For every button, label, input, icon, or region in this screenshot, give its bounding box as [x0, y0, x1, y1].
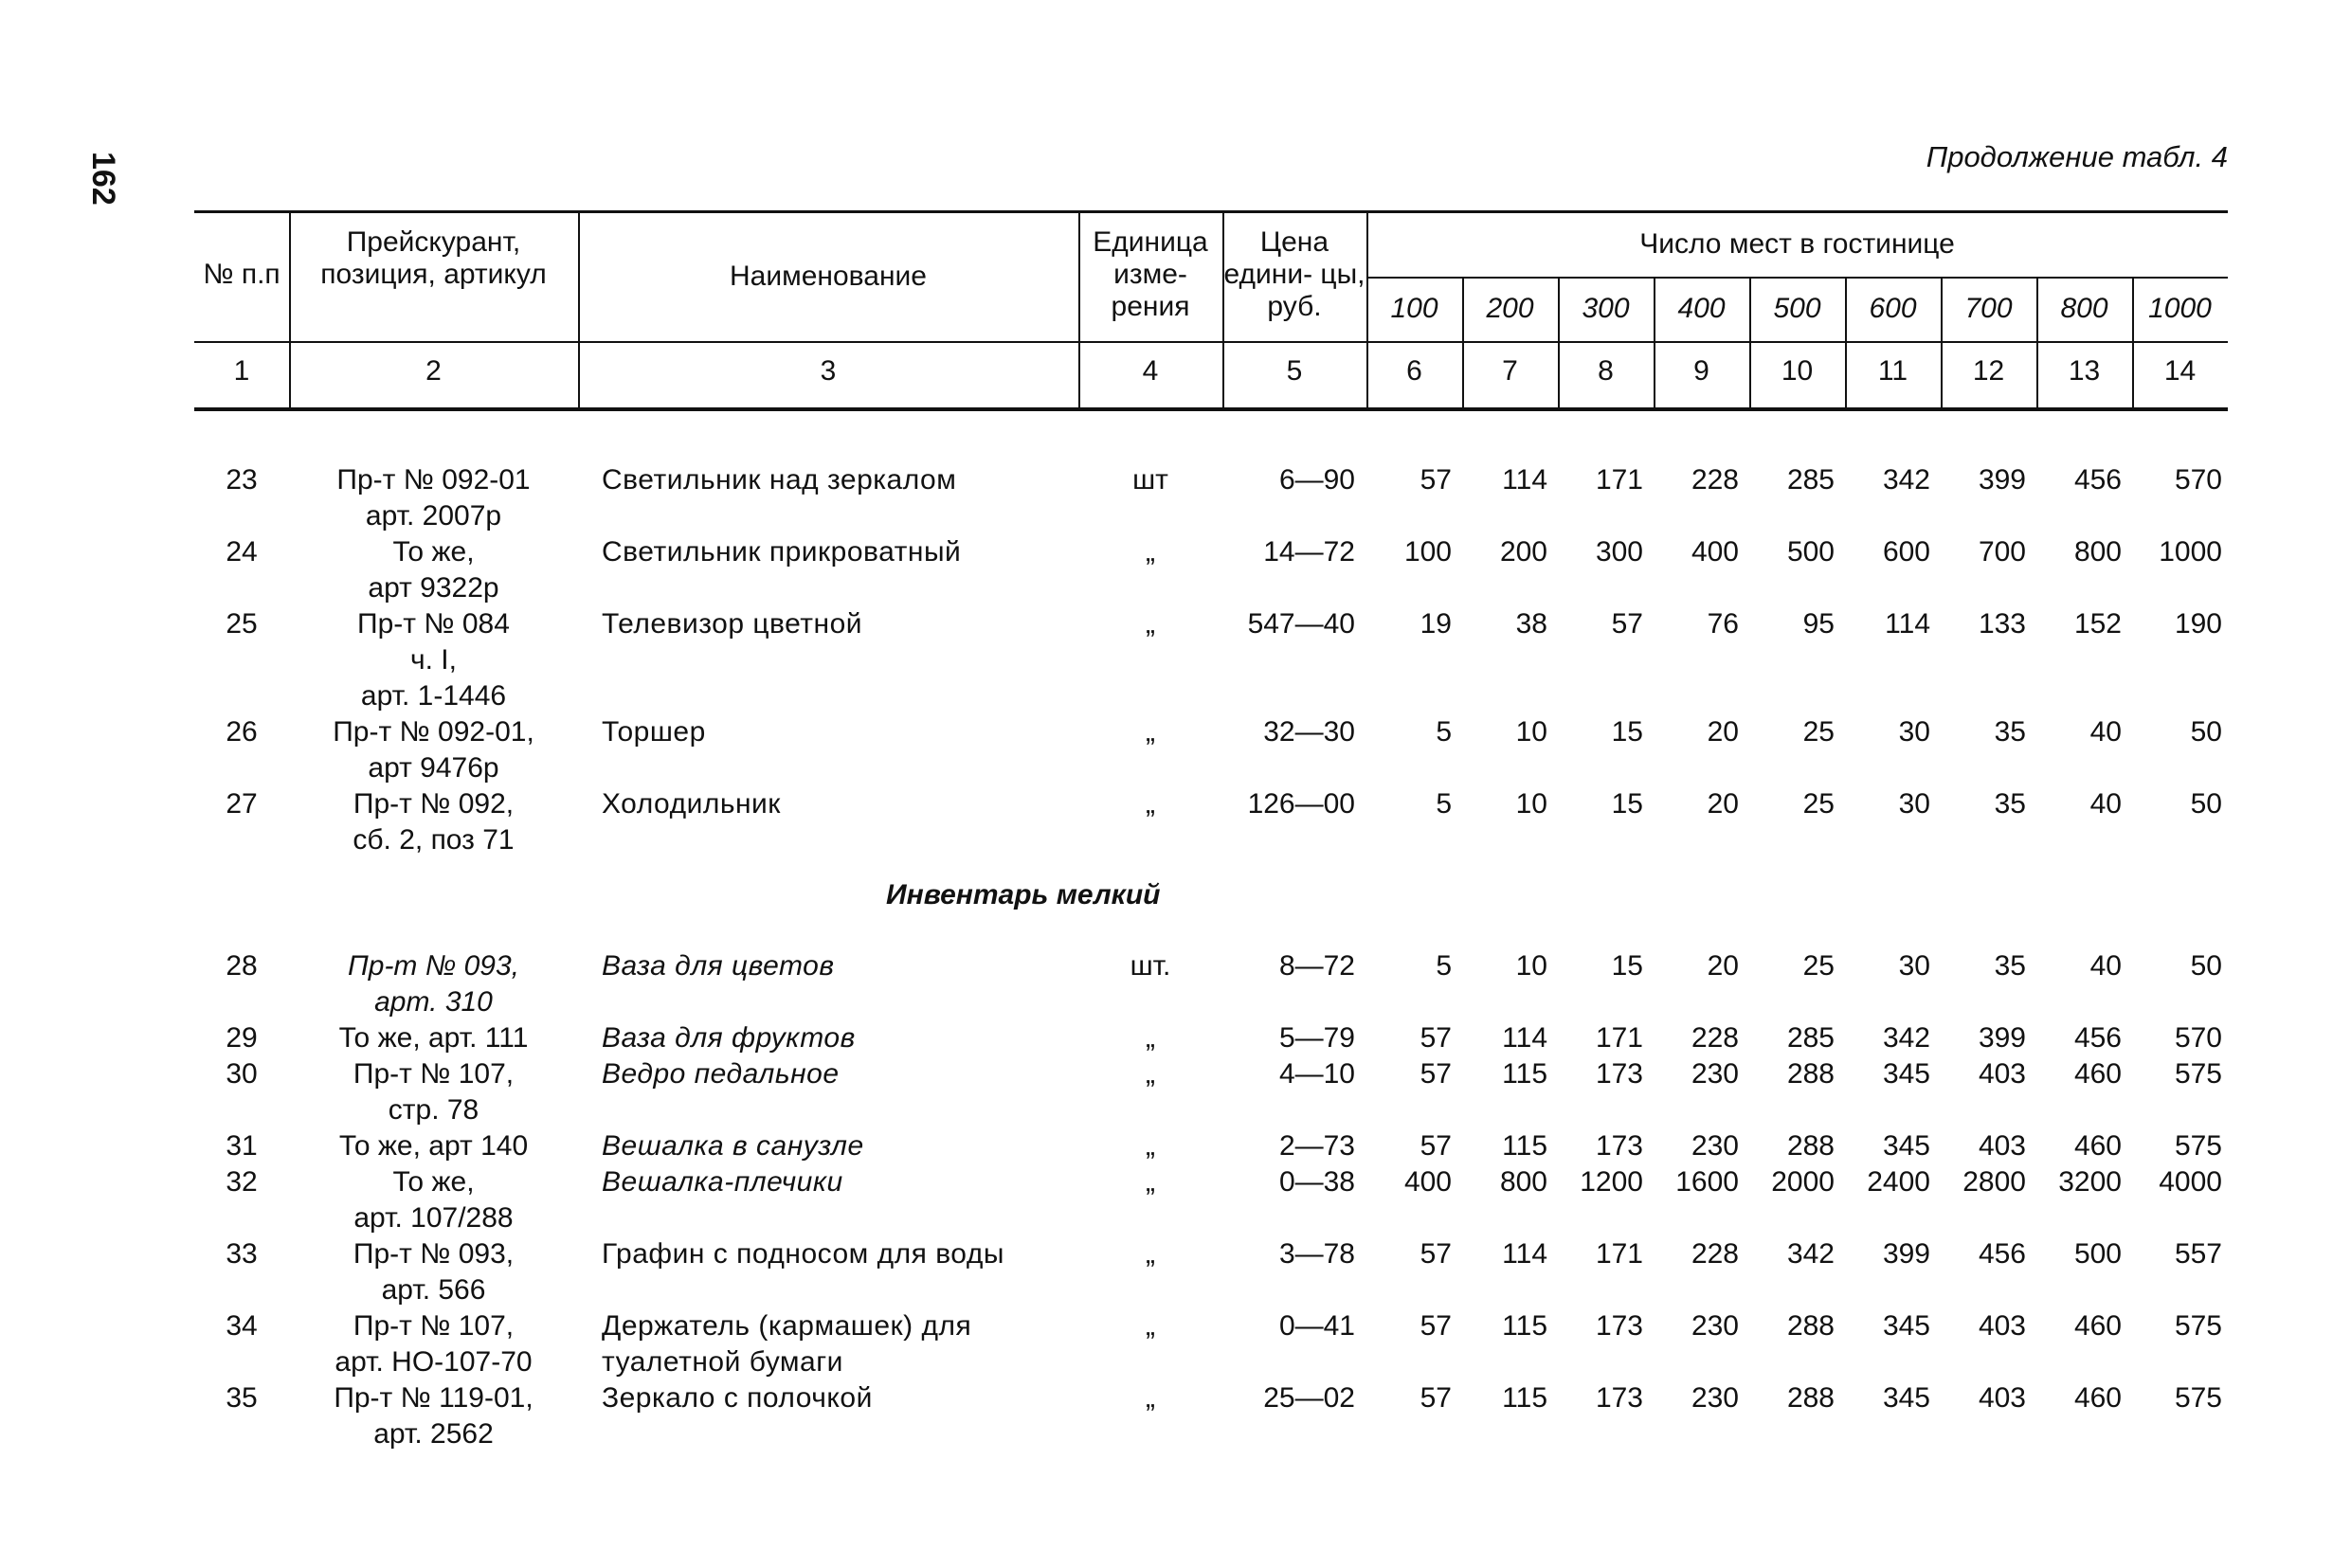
row-pricelist: Пр-т № 093,	[353, 1238, 515, 1270]
column-number: 5	[1286, 355, 1303, 387]
row-count: 345	[1882, 1130, 1930, 1162]
row-number: 31	[226, 1130, 258, 1162]
header-places-col: 200	[1486, 293, 1534, 324]
row-price: 547—40	[1247, 608, 1355, 640]
row-count: 57	[1420, 464, 1452, 496]
row-count: 190	[2174, 608, 2222, 640]
row-count: 342	[1882, 1022, 1930, 1054]
row-pricelist: арт. НО-107-70	[335, 1346, 533, 1378]
column-number: 2	[425, 355, 442, 387]
row-count: 456	[1978, 1238, 2026, 1270]
row-count: 345	[1882, 1058, 1930, 1090]
row-count: 403	[1978, 1310, 2026, 1342]
row-count: 15	[1611, 716, 1643, 748]
header-places-col: 500	[1773, 293, 1821, 324]
row-price: 6—90	[1278, 464, 1355, 496]
row-count: 10	[1515, 716, 1547, 748]
row-count: 456	[2073, 464, 2122, 496]
row-count: 173	[1595, 1382, 1643, 1414]
row-count: 173	[1595, 1310, 1643, 1342]
row-pricelist: Пр-т № 092,	[353, 788, 515, 820]
row-count: 575	[2174, 1058, 2222, 1090]
row-number: 24	[226, 536, 258, 568]
table-row	[194, 1380, 2228, 1452]
row-count: 50	[2190, 716, 2222, 748]
row-count: 460	[2073, 1058, 2122, 1090]
row-count: 285	[1786, 464, 1835, 496]
row-count: 1200	[1580, 1166, 1643, 1198]
table-row	[194, 462, 2228, 534]
row-count: 399	[1978, 1022, 2026, 1054]
row-count: 230	[1691, 1058, 1739, 1090]
row-count: 10	[1515, 950, 1547, 982]
row-count: 500	[1786, 536, 1835, 568]
row-price: 5—79	[1278, 1022, 1355, 1054]
header-places-col: 800	[2060, 293, 2108, 324]
row-pricelist: Пр-т № 119-01,	[334, 1382, 533, 1414]
row-number: 32	[226, 1166, 258, 1198]
row-count: 400	[1403, 1166, 1452, 1198]
column-number: 10	[1781, 355, 1814, 387]
row-pricelist: арт. 310	[374, 986, 493, 1018]
row-pricelist: стр. 78	[388, 1094, 479, 1126]
row-pricelist: Пр-т № 092-01,	[333, 716, 534, 748]
row-count: 285	[1786, 1022, 1835, 1054]
row-unit: шт.	[1130, 950, 1171, 982]
header-unit: Единица изме- рения	[1093, 226, 1208, 322]
row-count: 2000	[1771, 1166, 1835, 1198]
row-count: 575	[2174, 1382, 2222, 1414]
row-count: 230	[1691, 1382, 1739, 1414]
row-name: Вешалка в санузле	[602, 1130, 864, 1162]
table-row	[194, 714, 2228, 786]
row-count: 76	[1707, 608, 1739, 640]
row-count: 288	[1786, 1382, 1835, 1414]
table-row	[194, 1236, 2228, 1308]
row-count: 57	[1420, 1310, 1452, 1342]
row-count: 2800	[1962, 1166, 2026, 1198]
row-count: 57	[1611, 608, 1643, 640]
row-count: 460	[2073, 1130, 2122, 1162]
row-count: 4000	[2159, 1166, 2222, 1198]
row-count: 557	[2174, 1238, 2222, 1270]
row-count: 288	[1786, 1058, 1835, 1090]
row-count: 10	[1515, 788, 1547, 820]
row-count: 400	[1691, 536, 1739, 568]
row-unit: „	[1146, 716, 1155, 748]
row-count: 5	[1436, 716, 1452, 748]
row-pricelist: Пр-т № 084	[357, 608, 510, 640]
row-unit: шт	[1132, 464, 1168, 496]
row-count: 20	[1707, 716, 1739, 748]
row-count: 1600	[1675, 1166, 1739, 1198]
row-name: Светильник прикроватный	[602, 536, 962, 568]
section-title: Инвентарь мелкий	[886, 879, 1161, 910]
row-price: 126—00	[1247, 788, 1355, 820]
row-pricelist: арт. 1-1446	[360, 680, 507, 712]
column-number: 7	[1502, 355, 1518, 387]
table-row	[194, 948, 2228, 1020]
row-unit: „	[1146, 1238, 1155, 1270]
row-count: 114	[1502, 1022, 1547, 1054]
page-number: 162	[85, 152, 121, 206]
row-count: 403	[1978, 1130, 2026, 1162]
row-count: 403	[1978, 1382, 2026, 1414]
row-count: 40	[2089, 950, 2122, 982]
table-row	[194, 534, 2228, 606]
table-row	[194, 1308, 2228, 1380]
row-count: 300	[1595, 536, 1643, 568]
header-places: Число мест в гостинице	[1639, 228, 1955, 260]
table-row	[194, 1020, 2228, 1056]
row-count: 30	[1898, 788, 1930, 820]
row-count: 345	[1882, 1310, 1930, 1342]
row-name: Зеркало с полочкой	[602, 1382, 873, 1414]
row-count: 399	[1882, 1238, 1930, 1270]
row-count: 228	[1691, 1238, 1739, 1270]
table-continuation-caption: Продолжение табл. 4	[1926, 140, 2228, 173]
row-count: 115	[1502, 1130, 1547, 1162]
row-count: 228	[1691, 464, 1739, 496]
column-number: 9	[1693, 355, 1709, 387]
row-count: 700	[1978, 536, 2026, 568]
header-places-col: 100	[1390, 293, 1438, 324]
row-unit: „	[1146, 1058, 1155, 1090]
row-count: 456	[2073, 1022, 2122, 1054]
row-unit: „	[1146, 536, 1155, 568]
row-pricelist: Пр-т № 107,	[353, 1058, 515, 1090]
header-places-col: 300	[1582, 293, 1630, 324]
row-unit: „	[1146, 1166, 1155, 1198]
row-count: 20	[1707, 950, 1739, 982]
row-pricelist: ч. I,	[410, 644, 457, 676]
row-name: Ваза для фруктов	[602, 1022, 856, 1054]
row-count: 288	[1786, 1310, 1835, 1342]
row-unit: „	[1146, 1022, 1155, 1054]
row-count: 25	[1802, 788, 1835, 820]
row-count: 50	[2190, 788, 2222, 820]
row-count: 57	[1420, 1058, 1452, 1090]
row-number: 29	[226, 1022, 258, 1054]
row-count: 115	[1502, 1058, 1547, 1090]
row-number: 28	[226, 950, 258, 982]
row-price: 32—30	[1263, 716, 1355, 748]
row-number: 35	[226, 1382, 258, 1414]
row-pricelist: То же, арт. 111	[338, 1022, 529, 1054]
row-count: 399	[1978, 464, 2026, 496]
row-pricelist: сб. 2, поз 71	[353, 824, 515, 856]
row-count: 5	[1436, 788, 1452, 820]
row-price: 14—72	[1263, 536, 1355, 568]
row-count: 40	[2089, 716, 2122, 748]
row-count: 500	[2073, 1238, 2122, 1270]
header-pricelist: Прейскурант, позиция, артикул	[320, 226, 547, 290]
table-row	[194, 786, 2228, 858]
row-number: 23	[226, 464, 258, 496]
row-name: Телевизор цветной	[602, 608, 863, 640]
row-count: 570	[2174, 464, 2222, 496]
row-name: Ваза для цветов	[602, 950, 835, 982]
row-count: 30	[1898, 716, 1930, 748]
row-number: 25	[226, 608, 258, 640]
row-name: Ведро педальное	[602, 1058, 840, 1090]
header-places-col: 700	[1964, 293, 2013, 324]
row-count: 800	[2073, 536, 2122, 568]
row-count: 57	[1420, 1130, 1452, 1162]
row-name: Торшер	[602, 716, 706, 748]
row-pricelist: То же, арт 140	[338, 1130, 529, 1162]
column-number: 13	[2068, 355, 2101, 387]
row-count: 57	[1420, 1022, 1452, 1054]
row-count: 95	[1802, 608, 1835, 640]
row-count: 1000	[2159, 536, 2222, 568]
row-count: 114	[1885, 608, 1930, 640]
table-row	[194, 606, 2228, 714]
row-count: 40	[2089, 788, 2122, 820]
row-count: 30	[1898, 950, 1930, 982]
row-count: 15	[1611, 788, 1643, 820]
row-count: 288	[1786, 1130, 1835, 1162]
row-unit: „	[1146, 608, 1155, 640]
row-count: 57	[1420, 1382, 1452, 1414]
row-count: 2400	[1867, 1166, 1930, 1198]
row-unit: „	[1146, 788, 1155, 820]
row-count: 200	[1499, 536, 1547, 568]
column-number: 4	[1142, 355, 1159, 387]
row-pricelist: То же,	[392, 536, 475, 568]
row-count: 460	[2073, 1310, 2122, 1342]
row-count: 345	[1882, 1382, 1930, 1414]
row-unit: „	[1146, 1382, 1155, 1414]
row-unit: „	[1146, 1130, 1155, 1162]
row-pricelist: Пр-т № 093,	[348, 950, 519, 982]
row-count: 575	[2174, 1310, 2222, 1342]
row-count: 25	[1802, 716, 1835, 748]
row-price: 0—38	[1278, 1166, 1355, 1198]
row-price: 25—02	[1263, 1382, 1355, 1414]
row-count: 152	[2073, 608, 2122, 640]
row-name: туалетной бумаги	[602, 1346, 843, 1378]
row-count: 173	[1595, 1058, 1643, 1090]
row-count: 600	[1882, 536, 1930, 568]
row-count: 25	[1802, 950, 1835, 982]
table-row	[194, 1164, 2228, 1236]
row-pricelist: Пр-т № 107,	[353, 1310, 515, 1342]
row-pricelist: арт. 566	[381, 1274, 486, 1306]
row-count: 35	[1994, 950, 2026, 982]
column-number: 8	[1598, 355, 1614, 387]
header-places-col: 1000	[2148, 293, 2212, 324]
row-count: 35	[1994, 716, 2026, 748]
row-count: 230	[1691, 1310, 1739, 1342]
row-pricelist: арт. 2007р	[365, 500, 502, 532]
column-number: 3	[820, 355, 837, 387]
row-price: 2—73	[1278, 1130, 1355, 1162]
table-row	[194, 1128, 2228, 1164]
row-pricelist: арт 9322р	[368, 572, 499, 604]
row-unit: „	[1146, 1310, 1155, 1342]
row-count: 228	[1691, 1022, 1739, 1054]
row-pricelist: арт 9476р	[368, 752, 499, 784]
row-count: 38	[1515, 608, 1547, 640]
row-count: 171	[1595, 1238, 1643, 1270]
header-places-col: 600	[1869, 293, 1917, 324]
row-count: 115	[1502, 1310, 1547, 1342]
row-count: 5	[1436, 950, 1452, 982]
row-name: Вешалка-плечики	[602, 1166, 843, 1198]
row-number: 27	[226, 788, 258, 820]
column-number: 11	[1877, 355, 1908, 387]
column-number: 6	[1406, 355, 1422, 387]
row-price: 8—72	[1278, 950, 1355, 982]
row-count: 50	[2190, 950, 2222, 982]
row-count: 114	[1502, 464, 1547, 496]
row-count: 570	[2174, 1022, 2222, 1054]
row-count: 342	[1786, 1238, 1835, 1270]
row-pricelist: арт. 107/288	[353, 1202, 514, 1234]
row-price: 4—10	[1278, 1058, 1355, 1090]
row-name: Светильник над зеркалом	[602, 464, 957, 496]
row-count: 114	[1502, 1238, 1547, 1270]
row-count: 35	[1994, 788, 2026, 820]
row-number: 33	[226, 1238, 258, 1270]
row-count: 19	[1420, 608, 1452, 640]
row-count: 403	[1978, 1058, 2026, 1090]
row-count: 115	[1502, 1382, 1547, 1414]
row-pricelist: арт. 2562	[373, 1418, 494, 1450]
row-price: 0—41	[1278, 1310, 1355, 1342]
row-count: 15	[1611, 950, 1643, 982]
row-count: 342	[1882, 464, 1930, 496]
row-count: 460	[2073, 1382, 2122, 1414]
row-count: 230	[1691, 1130, 1739, 1162]
row-pricelist: Пр-т № 092-01	[336, 464, 531, 496]
header-no: № п.п	[203, 259, 280, 290]
row-price: 3—78	[1278, 1238, 1355, 1270]
row-number: 26	[226, 716, 258, 748]
row-count: 100	[1403, 536, 1452, 568]
header-name: Наименование	[730, 261, 927, 292]
row-name: Держатель (кармашек) для	[602, 1310, 972, 1342]
row-number: 34	[226, 1310, 258, 1342]
row-count: 173	[1595, 1130, 1643, 1162]
row-number: 30	[226, 1058, 258, 1090]
row-count: 800	[1499, 1166, 1547, 1198]
column-number: 14	[2163, 355, 2197, 387]
row-count: 171	[1595, 464, 1643, 496]
row-count: 20	[1707, 788, 1739, 820]
row-name: Графин с подносом для воды	[602, 1238, 1004, 1270]
row-name: Холодильник	[602, 788, 781, 820]
column-number: 12	[1972, 355, 2005, 387]
table-header	[194, 210, 2228, 411]
header-places-col: 400	[1677, 293, 1726, 324]
table-row	[194, 1056, 2228, 1128]
row-count: 133	[1978, 608, 2026, 640]
row-count: 575	[2174, 1130, 2222, 1162]
header-price: Цена едини- цы, руб.	[1223, 226, 1365, 322]
row-count: 57	[1420, 1238, 1452, 1270]
row-pricelist: То же,	[392, 1166, 475, 1198]
row-count: 3200	[2058, 1166, 2122, 1198]
column-number: 1	[233, 355, 250, 387]
row-count: 171	[1595, 1022, 1643, 1054]
